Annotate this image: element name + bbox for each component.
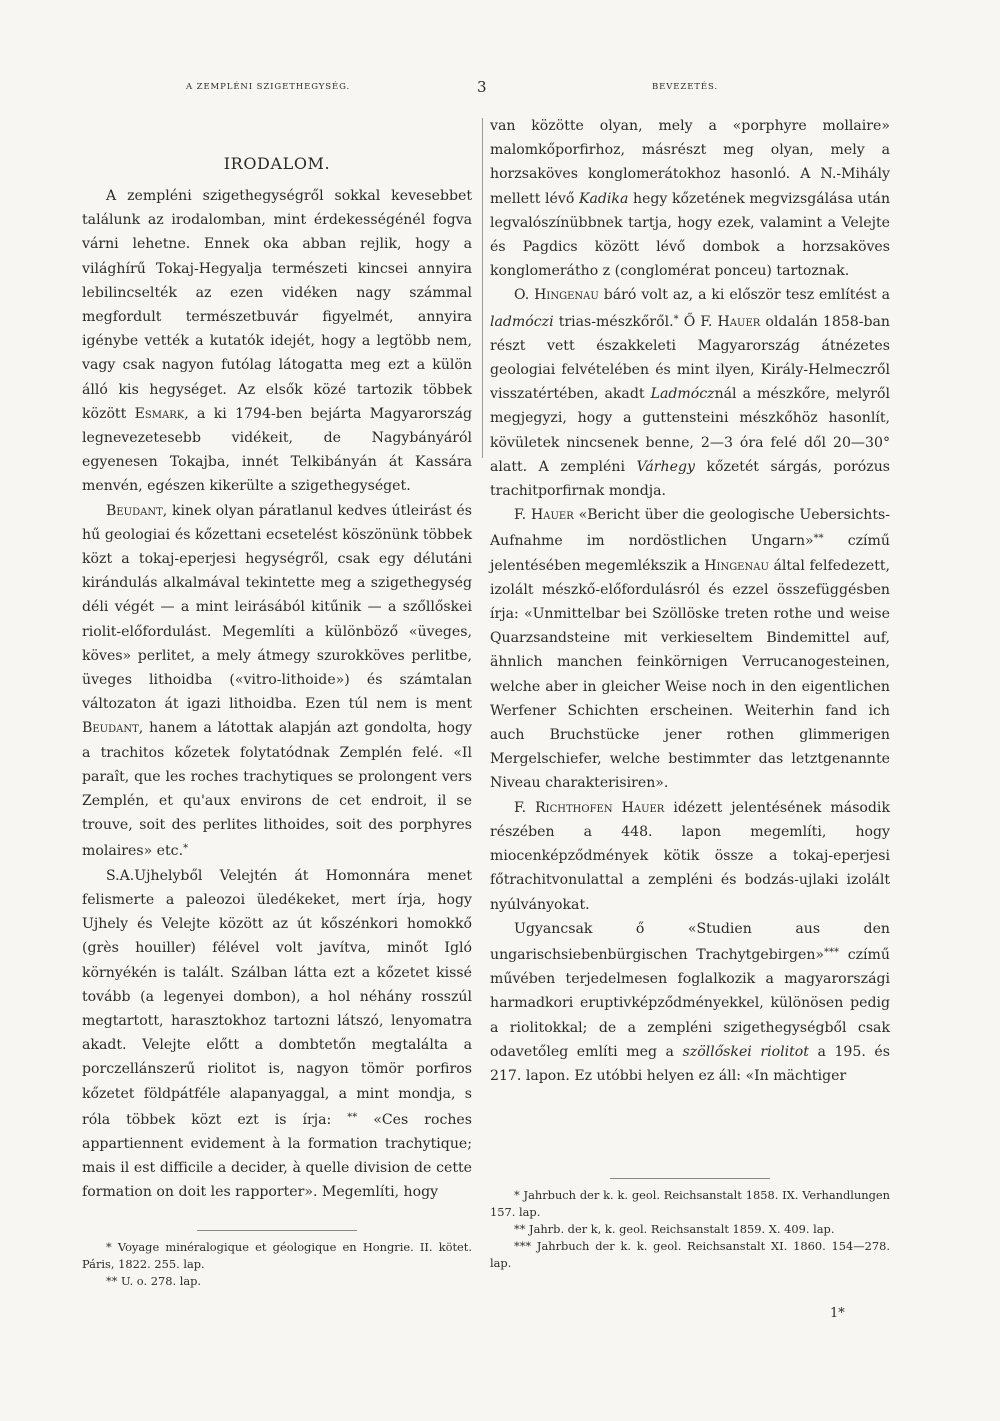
author-name: Hauer [717, 313, 761, 330]
footnote-marker: * [673, 313, 679, 325]
author-name: Richthofen [535, 799, 613, 816]
author-name: Hingenau [534, 287, 599, 304]
paragraph-hingenau: O. Hingenau báró volt az, a ki először tesz említést a ladmóczi trias-mészkőről.* Ő F. Hauer oldalán 1858-ban részt vett északkeleti Magyarország átnézetes geologiai felvételében és mint ilyen, Király-Helmeczről visszatértében, akadt Ladmócznál a mészkőre, melyről megjegyzi, hogy a guttensteini mészkőhöz hasonlít, kövületek nincsenek benne, 2—3 óra felé dől 20—30° alatt. A zempléni Várhegy kőzetét sárgás, porózus trachitporfirnak mondja. [490, 287, 891, 500]
page-number: 3 [477, 78, 487, 96]
footnote-marker: * [183, 843, 189, 855]
paragraph-1: A zempléni szigethegységről sokkal kevesebbet találunk az irodalomban, mint érdekességénél fogva várni lehetne. Ennek oka abban rejlik, hogy a világhírű Tokaj-Hegyalja természeti kincsei annyira lebilincselték az ezen vidéken nagy számmal megfordult természetbuvár figyelmét, annyira igénybe vették a kutatók idejét, hogy a legtöbb nem, vagy csak nagyon futólag látogatta meg ezt a külön álló kis hegységet. Az elsők közé tartozik többek között Esmark, a ki 1794-ben bejárta Magyarország legnevezetesebb vidékeit, de Nagybányáról egyenesen Tokajba, innét Telkibányán át Kassára menvén, egészen kikerülte a szigethegységet. [82, 188, 472, 495]
column-rule [482, 118, 483, 458]
footnote-marker: *** [824, 946, 840, 958]
place-name: Ladmócz [650, 386, 715, 403]
author-name: Esmark [134, 405, 185, 422]
author-name: Hauer [530, 507, 574, 524]
footnote-1: * Jahrbuch der k. k. geol. Reichsanstalt 1858. IX. Verhandlungen 157. lap. [490, 1188, 890, 1219]
paragraph-2: Beudant, kinek olyan páratlanul kedves útleirást és hű geologiai és kőzettani ecsetelést köszönünk többek közt a tokaj-eperjesi hegységről, csak egy délutáni kirándulás alkalmával tekintette meg a szigethegység déli végét — a mint leirásából kitűnik — a szőllőskei riolit-előfordulást. Megemlíti a különböző «üveges, köves» perlitet, a mely átmegy szurokköves perlitbe, üveges lithoidba («vitro-lithoide») és számtalan változaton át igazi lithoidba. Ezen túl nem is ment Beudant, hanem a látottak alapján azt gondolta, hogy a trachitos kőzetek folytatódnak Zemplén felé. «Il paraît, que les roches trachytiques se prolongent vers Zemplén, et qu'aux environs de cet endroit, il se trouve, soit des perlites lithoides, soit des porphyres molaires» etc.* [82, 502, 472, 860]
footnote-rule [610, 1178, 770, 1179]
footnotes-left [82, 1230, 472, 1290]
place-name: Várhegy [636, 458, 695, 475]
author-name: Beudant [106, 502, 163, 519]
author-name: Hingenau [704, 557, 769, 574]
paragraph-richthofen: F. Richthofen Hauer idézett jelentésének második részében a 448. lapon megemlíti, hogy miocenképződmények kötik össze a tokaj-eperjesi főtrachitvonulattal a zempléni és bodzás-ujlaki izolált nyúlványokat. [490, 799, 890, 913]
place-name: Kadika [578, 190, 629, 207]
place-name: ladmóczi [490, 313, 554, 330]
paragraph-continued: van közötte olyan, mely a «porphyre mollaire» malomkőporfirhoz, másrészt meg olyan, mely a horzsaköves konglomerátokhoz hasonló. A N.-Mihály mellett lévő Kadika hegy kőzetének megvizsgálása után legvalószínübbnek tartja, hogy ezek, valamint a Velejte és Pagdics között lévő dombok a horzsaköves konglomerátho z (conglomérat ponceu) tartoznak. [490, 118, 891, 280]
right-column [490, 114, 890, 1088]
sheet-signature: 1* [830, 1306, 845, 1321]
section-heading: IRODALOM. [223, 154, 331, 173]
left-column [82, 114, 472, 1205]
author-name: Beudant [82, 720, 139, 737]
footnote-marker: ** [813, 533, 824, 545]
paragraph-hauer: F. Hauer «Bericht über die geologische Uebersichts-Aufnahme im nordöstlichen Ungarn»** czímű jelentésében megemlékszik a Hingenau által felfedezett, izolált mészkő-előfordulásról és ezzel összefüggésben írja: «Unmittelbar bei Szöllöske treten rothe und weise Quarzsandsteine mit verkieseltem Bindemittel auf, ähnlich manchen feinkörnigen Verrucanogesteinen, welche aber in gleicher Weise noch in den eigentlichen Werfener Schichten erscheinen. Weiterhin fand ich auch Bruchstücke jener rothen glimmerigen Mergelschiefer, welche bestimmter das letztgenannte Niveau charakterisiren». [490, 507, 891, 792]
running-header [0, 78, 1000, 98]
footnote-2: ** U. o. 278. lap. [106, 1274, 202, 1288]
footnote-1: * Voyage minéralogique et géologique en Hongrie. II. kötet. Páris, 1822. 255. lap. [82, 1240, 472, 1271]
header-title-left: A ZEMPLÉNI SZIGETHEGYSÉG. [186, 82, 351, 92]
footnotes-right [490, 1178, 890, 1272]
header-title-right: BEVEZETÉS. [652, 82, 719, 92]
paragraph-3: S.A.Ujhelyből Velejtén át Homonnára menet felismerte a paleozoi üledékeket, mert írja, hogy Ujhely és Velejte között az út kőszénkori homokkő (grès houiller) félével volt javítva, minőt Igló környékén is talált. Szálban látta ezt a kőzetet kissé tovább (a legenyei dombon), a hol néhány rosszúl megtartott, harasztokhoz tartozni látszó, lenyomatra akadt. Velejte előtt a dombtetőn megtalálta a porczellánszerű riolitot is, nagyon tömör porfiros kőzetet földpátféle alapanyaggal, a mint mondja, s róla többek közt ezt is írja: ** «Ces roches appartiennent evidement à la formation trachytique; mais il est difficile a decider, à quelle division de cette formation on doit les rapporter». Megemlíti, hogy [82, 867, 472, 1201]
paragraph-studien: Ugyancsak ő «Studien aus den ungarischsiebenbürgischen Trachytgebirgen»*** czímű művében terjedelmesen foglalkozik a magyarországi harmadkori eruptivképződményekkel, különösen pedig a riolitokkal; de a zempléni szigethegységből csak odavetőleg említi meg a szöllőskei riolitot a 195. és 217. lapon. Ez utóbbi helyen ez áll: «In mächtiger [490, 920, 891, 1084]
footnote-3: *** Jahrbuch der k. k. geol. Reichsanstalt XI. 1860. 154—278. lap. [490, 1239, 890, 1270]
author-name: Hauer [621, 799, 665, 816]
footnote-marker: ** [347, 1111, 358, 1123]
footnote-2: ** Jahrb. der k, k. geol. Reichsanstalt 1859. X. 409. lap. [514, 1222, 835, 1236]
place-name: szöllőskei riolitot [682, 1043, 809, 1060]
footnote-rule [197, 1230, 357, 1231]
